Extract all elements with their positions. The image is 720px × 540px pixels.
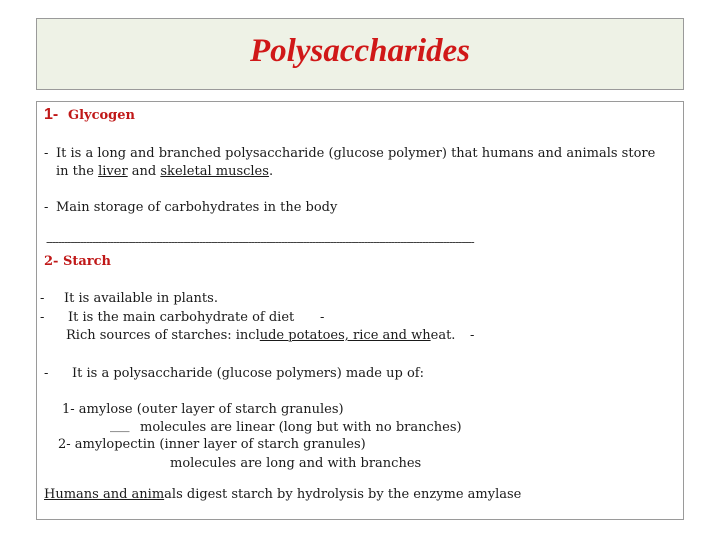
glycogen-point1-prefix: in the (56, 164, 99, 179)
page-title: Polysaccharides (250, 33, 470, 69)
liver-text: liver (98, 164, 128, 179)
starch-bullet2: It is the main carbohydrate of diet (68, 310, 295, 325)
title-box (36, 18, 684, 90)
summary-rest: als digest starch by hydrolysis by the enzyme amylase (164, 487, 522, 502)
and-text: and (127, 164, 161, 179)
starch-bullet3-suffix: eat. (430, 328, 456, 343)
glycogen-point1-dash: - (44, 146, 49, 161)
starch-bullet4: It is a polysaccharide (glucose polymers) made up of: (72, 366, 424, 381)
amylose-note-mark: ___ (110, 418, 130, 433)
amylopectin-note: molecules are long and with branches (170, 456, 422, 471)
starch-bullet2-dash: - (40, 310, 45, 325)
amylose-note: molecules are linear (long but with no branches) (140, 420, 462, 435)
summary-underlined: Humans and anim (44, 487, 165, 502)
period-text: . (268, 164, 274, 179)
skeletal-muscles-text: skeletal muscles (160, 164, 269, 179)
amylopectin-line: 2- amylopectin (inner layer of starch granules) (58, 437, 366, 452)
summary-line (44, 487, 521, 502)
starch-bullet1-dash: - (40, 291, 45, 306)
section-separator: -------------------------------------------------------------------------------------------------------------------------------------------- (46, 235, 474, 249)
section-heading-glycogen: Glycogen (68, 108, 135, 123)
glycogen-point2-dash: - (44, 200, 49, 215)
glycogen-point2: Main storage of carbohydrates in the body (56, 200, 338, 215)
starch-bullet4-dash: - (44, 366, 49, 381)
glycogen-point1-line2 (56, 164, 273, 179)
starch-bullet3-underlined: ude potatoes, rice and wh (259, 328, 431, 343)
starch-bullet3-trailing-dash: - (470, 328, 475, 343)
amylose-line: 1- amylose (outer layer of starch granules) (62, 402, 344, 417)
section-heading-starch: 2- Starch (44, 254, 111, 269)
starch-bullet3-prefix: Rich sources of starches: incl (66, 328, 260, 343)
glycogen-point1-line1: It is a long and branched polysaccharide (glucose polymer) that humans and animals store (56, 146, 656, 161)
starch-bullet1: It is available in plants. (64, 291, 218, 306)
starch-bullet3 (66, 328, 455, 343)
starch-bullet2-trailing-dash: - (320, 310, 325, 325)
section-number-glycogen: 1- (44, 106, 59, 123)
